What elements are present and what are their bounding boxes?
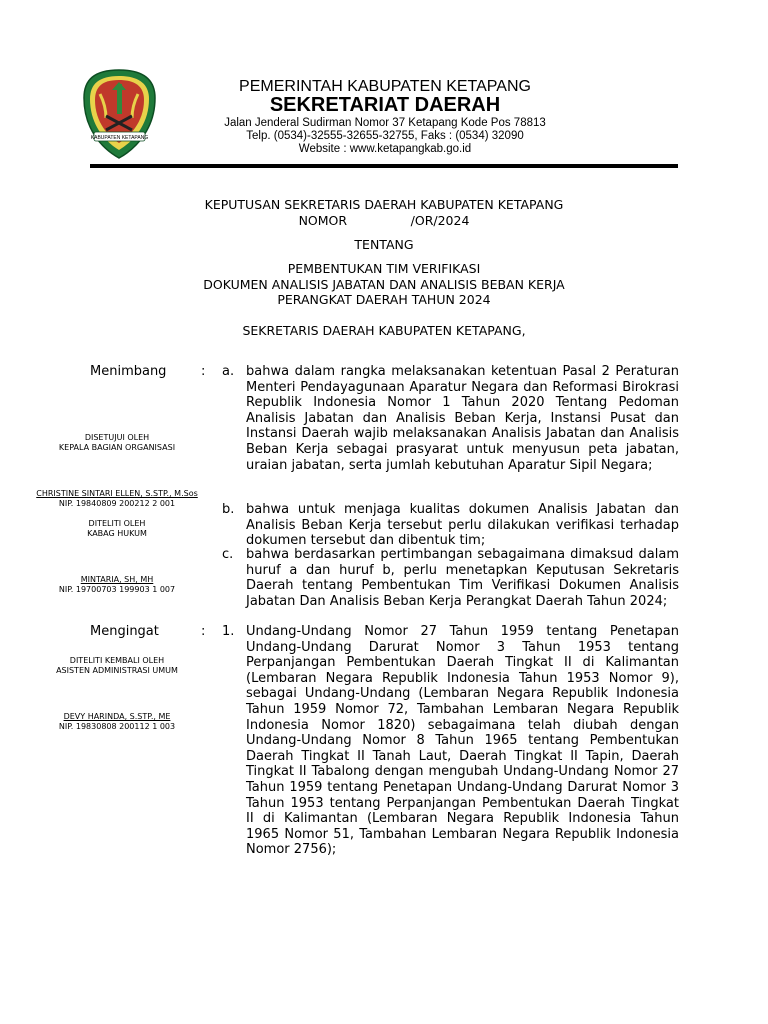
- issuing-official: SEKRETARIS DAERAH KABUPATEN KETAPANG,: [242, 323, 526, 338]
- clause-text: bahwa untuk menjaga kualitas dokumen Analisis Jabatan dan Analisis Beban Kerja tersebut perlu dilakukan verifikasi terhadap dokumen tersebut dan dibentuk tim;: [246, 502, 679, 549]
- approver-name: CHRISTINE SINTARI ELLEN, S.STP., M.Sos: [36, 489, 198, 498]
- decree-number: NOMOR /OR/2024: [298, 213, 470, 228]
- approver-nip: NIP. 19830808 200112 1 003: [58, 722, 176, 731]
- subject-line-1: PEMBENTUKAN TIM VERIFIKASI: [287, 261, 481, 276]
- approval-block: [10, 433, 224, 509]
- clause-marker: c.: [222, 547, 234, 562]
- subject-line-3: PERANGKAT DAERAH TAHUN 2024: [277, 292, 491, 307]
- letterhead-phone: Telp. (0534)-32555-32655-32755, Faks : (0534) 32090: [246, 130, 524, 142]
- decree-title: KEPUTUSAN SEKRETARIS DAERAH KABUPATEN KETAPANG: [204, 197, 564, 212]
- tentang-heading: TENTANG: [354, 237, 414, 252]
- clause-marker: 1.: [222, 624, 235, 639]
- subject-line-2: DOKUMEN ANALISIS JABATAN DAN ANALISIS BEBAN KERJA: [203, 277, 565, 292]
- svg-text:KABUPATEN KETAPANG: KABUPATEN KETAPANG: [90, 135, 149, 141]
- mengingat-label: Mengingat: [90, 624, 159, 639]
- letterhead-address: Jalan Jenderal Sudirman Nomor 37 Ketapang Kode Pos 78813: [224, 117, 546, 129]
- mengingat-colon: :: [201, 624, 206, 639]
- approval-role: ASISTEN ADMINISTRASI UMUM: [56, 666, 178, 675]
- clause-text: Undang-Undang Nomor 27 Tahun 1959 tentang Penetapan Undang-Undang Darurat Nomor 3 Tahun 1953 tentang Perpanjangan Pembentukan Daerah Tingkat II di Kalimantan (Lembaran Negara Republik Indonesia Tahun 1953 Nomor 9), sebagai Undang-Undang (Lembaran Negara Republik Indonesia Tahun 1959 Nomor 72, Tambahan Lembaran Negara Republik Indonesia Nomor 1820) sebagaimana telah diubah dengan Undang-Undang Nomor 8 Tahun 1965 tentang Pembentukan Daerah Tingkat II Tanah Laut, Daerah Tingkat II Tapin, Daerah Tingkat II Tabalong dengan mengubah Undang-Undang Nomor 27 Tahun 1959 tentang Penetapan Undang-Undang Darurat Nomor 3 Tahun 1953 tentang Perpanjangan Pembentukan Daerah Tingkat II di Kalimantan (Lembaran Negara Republik Indonesia Tahun 1965 Nomor 51, Tambahan Lembaran Negara Republik Indonesia Nomor 2756);: [246, 624, 679, 858]
- menimbang-colon: :: [201, 364, 206, 379]
- approver-name: DEVY HARINDA, S.STP., ME: [63, 712, 171, 721]
- approver-nip: NIP. 19700703 199903 1 007: [58, 585, 176, 594]
- approval-block: [10, 519, 224, 595]
- clause-text: bahwa berdasarkan pertimbangan sebagaimana dimaksud dalam huruf a dan huruf b, perlu menetapkan Keputusan Sekretaris Daerah tentang Pembentukan Tim Verifikasi Dokumen Analisis Jabatan Dan Analisis Beban Kerja Perangkat Daerah Tahun 2024;: [246, 547, 679, 609]
- clause-marker: a.: [222, 364, 235, 379]
- regency-emblem-logo: [82, 68, 157, 160]
- clause-marker: b.: [222, 502, 235, 517]
- approver-nip: NIP. 19840809 200212 2 001: [58, 499, 176, 508]
- approver-name: MINTARIA, SH, MH: [80, 575, 154, 584]
- approval-role: DITELITI KEMBALI OLEH: [69, 656, 165, 665]
- approval-block: [10, 656, 224, 732]
- approval-role: KEPALA BAGIAN ORGANISASI: [58, 443, 176, 452]
- clause-text: bahwa dalam rangka melaksanakan ketentuan Pasal 2 Peraturan Menteri Pendayagunaan Aparatur Negara dan Reformasi Birokrasi Republik Indonesia Nomor 1 Tahun 2020 Tentang Pedoman Analisis Jabatan dan Analisis Beban Kerja, Instansi Pusat dan Instansi Daerah wajib melaksanakan Analisis Jabatan dan Analisis Beban Kerja sebagai prasyarat untuk menyusun peta jabatan, uraian jabatan, serta jumlah kebutuhan Aparatur Sipil Negara;: [246, 364, 679, 473]
- approval-role: DITELITI OLEH: [88, 519, 146, 528]
- letterhead-office: SEKRETARIAT DAERAH: [269, 94, 501, 116]
- letterhead-website: Website : www.ketapangkab.go.id: [298, 143, 472, 155]
- approval-role: KABAG HUKUM: [87, 529, 147, 538]
- letterhead-divider: [90, 164, 678, 168]
- menimbang-label: Menimbang: [90, 364, 167, 379]
- letterhead-government: PEMERINTAH KABUPATEN KETAPANG: [239, 78, 531, 95]
- approval-role: DISETUJUI OLEH: [84, 433, 150, 442]
